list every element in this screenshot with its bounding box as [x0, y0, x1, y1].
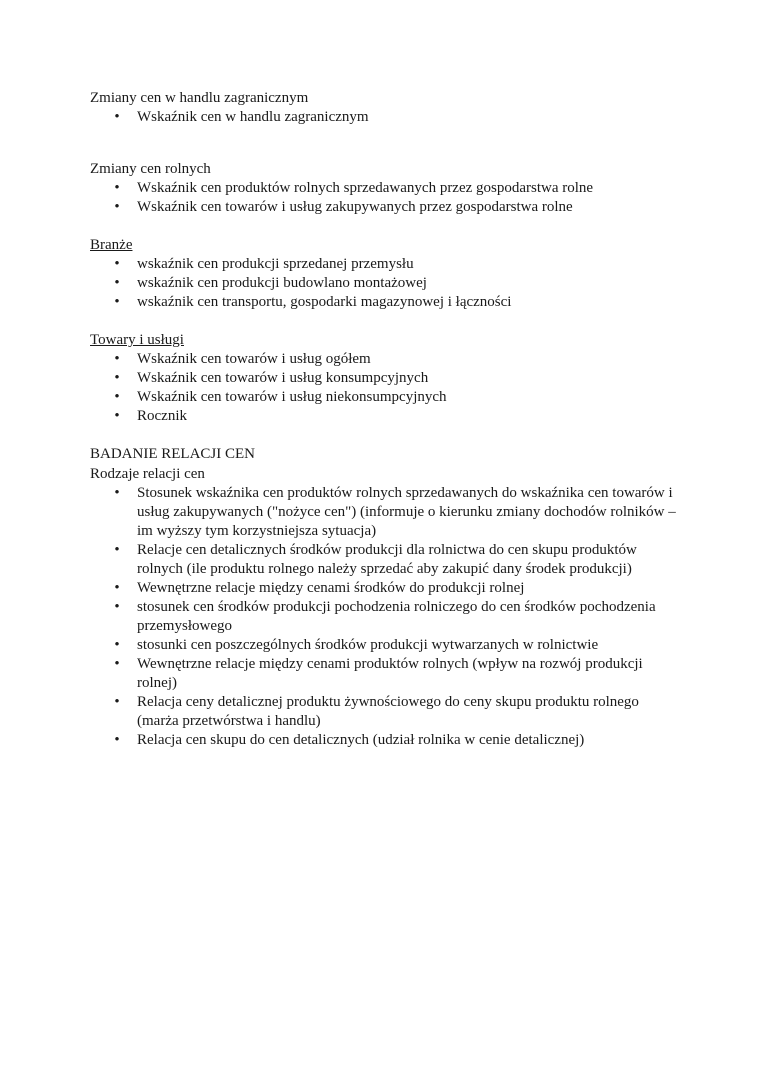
bullet-icon: •: [114, 370, 120, 386]
bullet-icon: •: [114, 275, 120, 291]
list-item: • Wskaźnik cen produktów rolnych sprzedawanych przez gospodarstwa rolne: [90, 179, 680, 198]
bullet-icon: •: [114, 580, 120, 596]
list-item: • Wewnętrzne relacje między cenami środków do produkcji rolnej: [90, 579, 680, 598]
list-item: • Rocznik: [90, 407, 680, 426]
bullet-icon: •: [114, 694, 120, 710]
goods-services-list: [90, 350, 680, 426]
list-item: • Wskaźnik cen towarów i usług zakupywanych przez gospodarstwa rolne: [90, 198, 680, 217]
industries-heading: Branże: [90, 237, 133, 253]
foreign-trade-list: [90, 108, 680, 127]
list-item: • Wskaźnik cen towarów i usług ogółem: [90, 350, 680, 369]
list-item: • stosunki cen poszczególnych środków produkcji wytwarzanych w rolnictwie: [90, 636, 680, 655]
price-relations-list: [90, 484, 680, 750]
bullet-icon: •: [114, 542, 120, 558]
bullet-icon: •: [114, 637, 120, 653]
list-item: • Wskaźnik cen w handlu zagranicznym: [90, 108, 680, 127]
list-item: • wskaźnik cen produkcji budowlano montażowej: [90, 274, 680, 293]
bullet-icon: •: [114, 389, 120, 405]
list-item: • Stosunek wskaźnika cen produktów rolnych sprzedawanych do wskaźnika cen towarów i usług zakupywanych ("nożyce cen") (informuje o kierunku zmiany dochodów rolników – im wyższy tym korzystniejsza sytuacja): [90, 484, 680, 541]
list-item: • stosunek cen środków produkcji pochodzenia rolniczego do cen środków pochodzenia przemysłowego: [90, 598, 680, 636]
list-item: • Relacja ceny detalicznej produktu żywnościowego do ceny skupu produktu rolnego (marża przetwórstwa i handlu): [90, 693, 680, 731]
agricultural-list: [90, 179, 680, 217]
list-item: • Relacje cen detalicznych środków produkcji dla rolnictwa do cen skupu produktów rolnych (ile produktu rolnego należy sprzedać aby zakupić dany środek produkcji): [90, 541, 680, 579]
document-page: [90, 88, 680, 750]
foreign-trade-heading: Zmiany cen w handlu zagranicznym: [90, 90, 309, 106]
list-item: • Relacja cen skupu do cen detalicznych (udział rolnika w cenie detalicznej): [90, 731, 680, 750]
bullet-icon: •: [114, 599, 120, 615]
bullet-icon: •: [114, 485, 120, 501]
list-item: • Wskaźnik cen towarów i usług niekonsumpcyjnych: [90, 388, 680, 407]
bullet-icon: •: [114, 656, 120, 672]
bullet-icon: •: [114, 408, 120, 424]
bullet-icon: •: [114, 180, 120, 196]
price-relations-heading: BADANIE RELACJI CEN: [90, 446, 255, 462]
bullet-icon: •: [114, 351, 120, 367]
bullet-icon: •: [114, 732, 120, 748]
list-item: • Wskaźnik cen towarów i usług konsumpcyjnych: [90, 369, 680, 388]
goods-services-heading: Towary i usługi: [90, 332, 184, 348]
bullet-icon: •: [114, 109, 120, 125]
bullet-icon: •: [114, 199, 120, 215]
bullet-icon: •: [114, 256, 120, 272]
list-item: • wskaźnik cen transportu, gospodarki magazynowej i łączności: [90, 293, 680, 312]
list-item: • wskaźnik cen produkcji sprzedanej przemysłu: [90, 255, 680, 274]
bullet-icon: •: [114, 294, 120, 310]
agricultural-heading: Zmiany cen rolnych: [90, 161, 211, 177]
list-item: • Wewnętrzne relacje między cenami produktów rolnych (wpływ na rozwój produkcji rolnej): [90, 655, 680, 693]
price-relations-subheading: Rodzaje relacji cen: [90, 466, 205, 482]
industries-list: [90, 255, 680, 312]
